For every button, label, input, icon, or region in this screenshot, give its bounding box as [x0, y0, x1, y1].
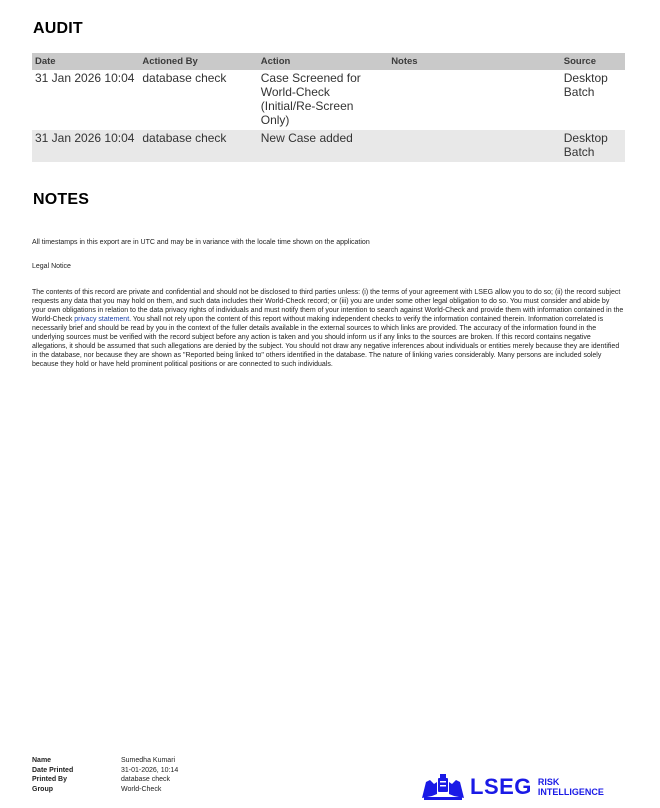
cell-source: Desktop Batch	[561, 130, 625, 162]
legal-text-part-2: . You shall not rely upon the content of this report without making independent checks to verify the information contained therein. Information correlated is necessarily brief and should be read by you in the context of the fuller details available in the external sources to which links are provided. The accuracy of the information found in the underlying sources must be verified with the record subject before any action is taken and you should inform us if any links to the sources are broken. If this record contains negative allegations, it should be assumed that such allegations are denied by the subject. You should not draw any negative inferences about individuals or entities merely because they are identified in the database, nor because they are shown as "Reported being linked to" others identified in the database. The nature of linking varies considerably. Many persons are included solely because they hold or have held prominent political positions or are connected to such individuals.	[32, 316, 620, 368]
cell-source: Desktop Batch	[561, 70, 625, 130]
column-header-date: Date	[32, 53, 139, 70]
footer-value: 31-01-2026, 10:14	[121, 766, 179, 774]
audit-heading: AUDIT	[33, 20, 83, 37]
footer-value: World-Check	[121, 785, 162, 793]
table-row	[32, 130, 625, 162]
audit-table	[32, 53, 625, 162]
lseg-logo	[420, 772, 604, 802]
footer-label: Date Printed	[32, 766, 74, 774]
column-header-actioned-by: Actioned By	[139, 53, 257, 70]
audit-header-row	[32, 53, 625, 70]
legal-notice-label: Legal Notice	[32, 263, 71, 270]
tagline-line-1: RISK	[537, 777, 560, 787]
cell-action: Case Screened for World-Check (Initial/Re-Screen Only)	[258, 70, 388, 130]
footer-row-date-printed	[32, 766, 178, 776]
footer-row-group	[32, 785, 178, 795]
notes-heading: NOTES	[33, 191, 90, 208]
cell-action: New Case added	[258, 130, 388, 162]
legal-text-part-1: The contents of this record are private and confidential and should not be disclosed to third parties unless: (i) the terms of your agreement with LSEG allow you to do so; (ii) the record subject requests any data that you may hold on them, and such data includes their World-Check record; or (iii) you are under some other legal obligation to do so. You must consider and abide by your own obligations in relation to the data privacy rights of individuals and must notify them of your intention to search against World-Check and provide them with information contained in the World-Check	[32, 289, 624, 323]
lion-unicorn-crest-icon	[420, 772, 466, 802]
column-header-source: Source	[561, 53, 625, 70]
footer-value: database check	[121, 776, 171, 783]
footer-row-name	[32, 756, 178, 766]
footer-label: Printed By	[32, 776, 68, 783]
column-header-action: Action	[258, 53, 388, 70]
cell-actioned-by: database check	[139, 70, 257, 130]
brand-tagline	[538, 777, 604, 797]
timestamp-note: All timestamps in this export are in UTC and may be in variance with the locale time shown on the application	[32, 239, 370, 246]
cell-notes	[388, 70, 561, 130]
tagline-line-2: INTELLIGENCE	[537, 787, 604, 797]
footer-value: Sumedha Kumari	[121, 757, 176, 764]
table-row	[32, 70, 625, 130]
cell-date: 31 Jan 2026 10:04	[32, 70, 139, 130]
legal-notice-text	[32, 288, 624, 369]
footer-label: Name	[32, 757, 52, 764]
cell-notes	[388, 130, 561, 162]
brand-name: LSEG	[470, 774, 532, 799]
print-details	[32, 756, 178, 794]
privacy-statement-link[interactable]: privacy statement	[74, 316, 130, 323]
cell-actioned-by: database check	[139, 130, 257, 162]
column-header-notes: Notes	[388, 53, 561, 70]
footer-label: Group	[32, 785, 53, 793]
cell-date: 31 Jan 2026 10:04	[32, 130, 139, 162]
footer-row-printed-by	[32, 775, 178, 785]
